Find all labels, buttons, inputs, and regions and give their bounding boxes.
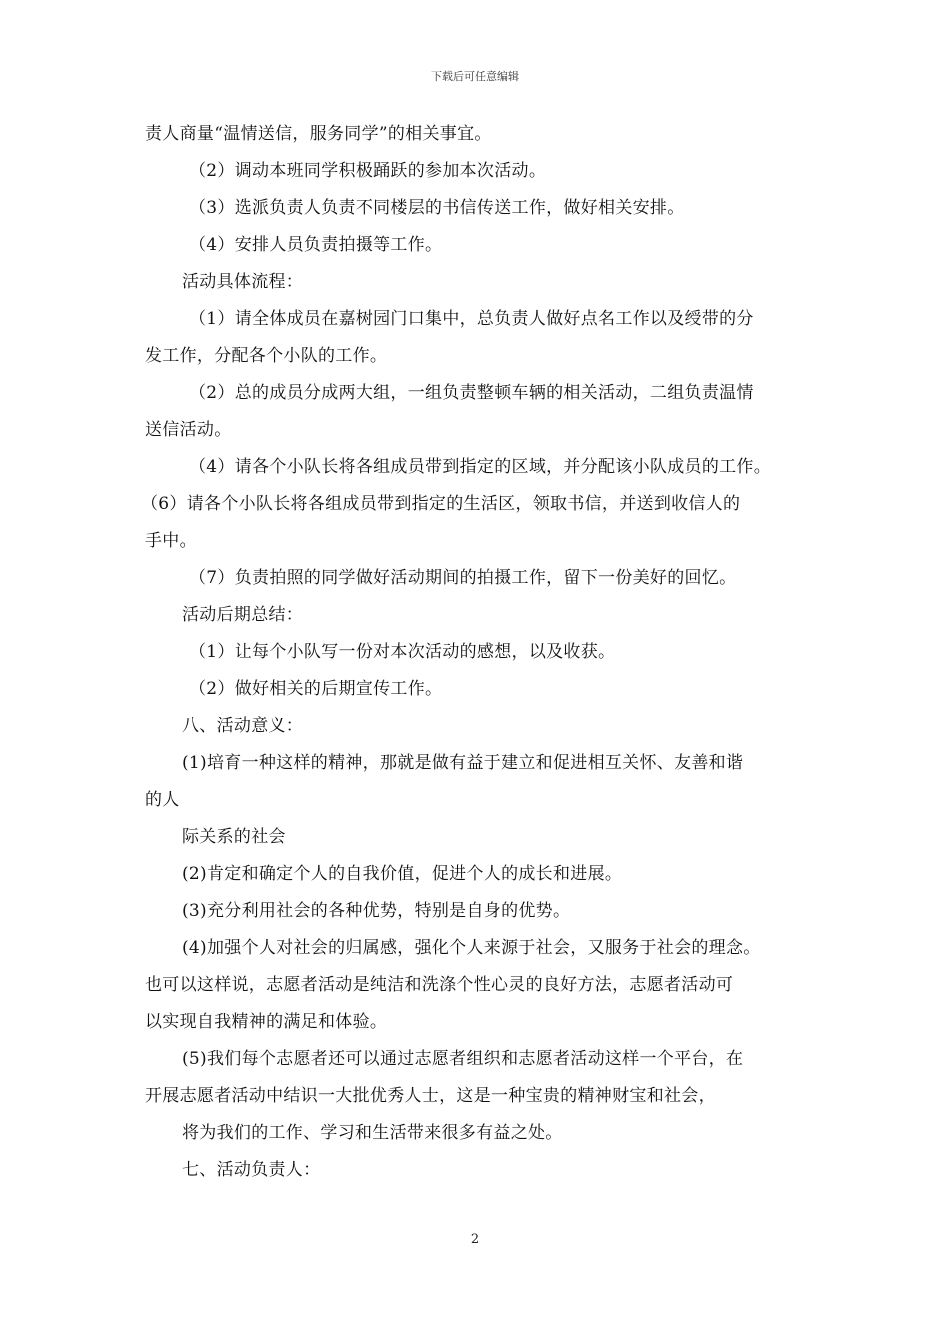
text-line: （2）调动本班同学积极踊跃的参加本次活动。 <box>189 161 547 181</box>
text-line: 的人 <box>145 790 180 810</box>
text-line: 手中。 <box>145 531 197 551</box>
text-line: 发工作，分配各个小队的工作。 <box>145 346 388 366</box>
text-line: 送信活动。 <box>145 420 232 440</box>
text-line: (5)我们每个志愿者还可以通过志愿者组织和志愿者活动这样一个平台，在 <box>182 1049 744 1069</box>
text-line: 将为我们的工作、学习和生活带来很多有益之处。 <box>182 1123 563 1143</box>
text-line: （4）安排人员负责拍摄等工作。 <box>189 235 443 255</box>
text-line: (4)加强个人对社会的归属感，强化个人来源于社会，又服务于社会的理念。 <box>182 938 761 958</box>
text-line: （1）请全体成员在嘉树园门口集中，总负责人做好点名工作以及绶带的分 <box>189 309 754 329</box>
text-line: （3）选派负责人负责不同楼层的书信传送工作，做好相关安排。 <box>189 198 685 218</box>
text-line: （6）请各个小队长将各组成员带到指定的生活区，领取书信，并送到收信人的 <box>141 494 741 514</box>
text-line: （7）负责拍照的同学做好活动期间的拍摄工作，留下一份美好的回忆。 <box>189 568 737 588</box>
text-line: (2)肯定和确定个人的自我价值，促进个人的成长和进展。 <box>182 864 623 884</box>
text-line: （1）让每个小队写一份对本次活动的感想，以及收获。 <box>189 642 616 662</box>
text-line: 八、活动意义： <box>182 716 304 736</box>
text-line: （2）总的成员分成两大组，一组负责整顿车辆的相关活动，二组负责温情 <box>189 383 754 403</box>
text-line: 际关系的社会 <box>182 827 286 847</box>
text-line: 责人商量“温情送信，服务同学”的相关事宜。 <box>145 124 492 144</box>
text-line: （4）请各个小队长将各组成员带到指定的区域，并分配该小队成员的工作。 <box>189 457 772 477</box>
text-line: 活动后期总结： <box>182 605 304 625</box>
text-line: 也可以这样说，志愿者活动是纯洁和洗涤个性心灵的良好方法，志愿者活动可 <box>145 975 734 995</box>
text-line: （2）做好相关的后期宣传工作。 <box>189 679 443 699</box>
text-line: 以实现自我精神的满足和体验。 <box>145 1012 388 1032</box>
document-body <box>141 116 810 1189</box>
text-line: (3)充分利用社会的各种优势，特别是自身的优势。 <box>182 901 571 921</box>
text-line: 活动具体流程： <box>182 272 304 292</box>
page-number: 2 <box>470 1232 480 1247</box>
text-line: (1)培育一种这样的精神，那就是做有益于建立和促进相互关怀、友善和谐 <box>182 753 744 773</box>
text-line: 开展志愿者活动中结识一大批优秀人士，这是一种宝贵的精神财宝和社会， <box>145 1086 716 1106</box>
text-line: 七、活动负责人： <box>182 1160 321 1180</box>
page-header: 下载后可任意编辑 <box>431 70 519 83</box>
